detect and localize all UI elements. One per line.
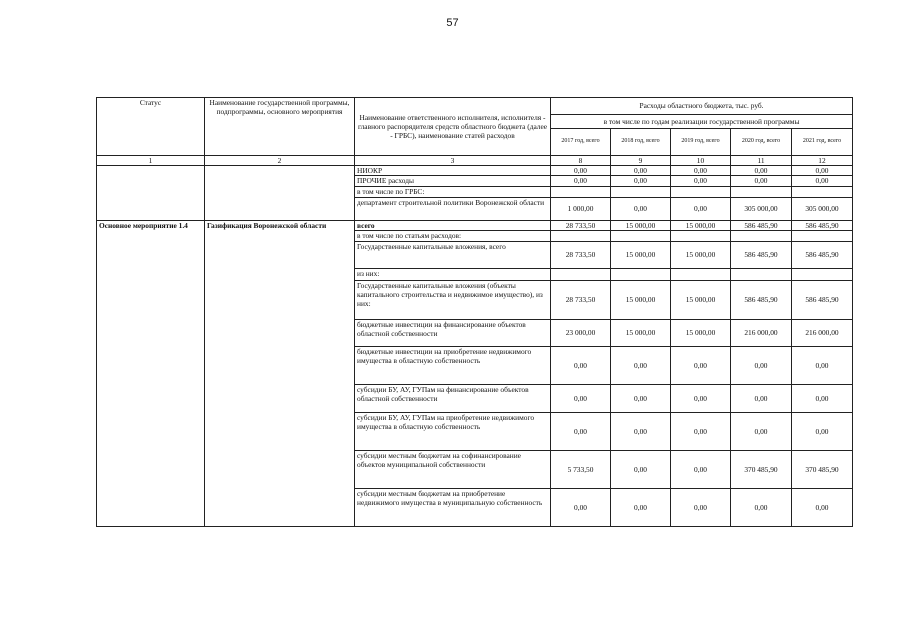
value-2017: 0,00	[551, 166, 611, 176]
value-2018: 0,00	[611, 176, 671, 186]
value-2021	[792, 230, 853, 241]
value-2020	[731, 268, 792, 280]
row-label: из них:	[355, 268, 551, 280]
header-by-years: в том числе по годам реализации государственной программы	[551, 115, 853, 129]
row-label: субсидии местным бюджетам на софинансирование объектов муниципальной собственности	[355, 450, 551, 488]
value-2017: 1 000,00	[551, 197, 611, 220]
event-status: Основное мероприятие 1.4	[97, 220, 205, 526]
value-2018: 0,00	[611, 346, 671, 384]
name-cell-empty	[205, 166, 355, 220]
row-label: субсидии БУ, АУ, ГУПам на приобретение недвижимого имущества в областную собственность	[355, 412, 551, 450]
value-2021: 0,00	[792, 176, 853, 186]
value-2019: 0,00	[671, 488, 731, 526]
value-2019: 0,00	[671, 346, 731, 384]
header-year-2020: 2020 год, всего	[731, 129, 792, 156]
value-2018: 15 000,00	[611, 319, 671, 346]
value-2020: 0,00	[731, 488, 792, 526]
row-label: субсидии местным бюджетам на приобретение недвижимого имущества в муниципальную собственность	[355, 488, 551, 526]
value-2021: 0,00	[792, 384, 853, 412]
value-2018: 15 000,00	[611, 280, 671, 319]
row-label: всего	[355, 220, 551, 230]
col-number: 3	[355, 156, 551, 166]
budget-table	[96, 97, 853, 527]
value-2021: 0,00	[792, 412, 853, 450]
value-2020	[731, 230, 792, 241]
value-2017: 0,00	[551, 488, 611, 526]
column-numbers-row	[97, 156, 853, 166]
value-2020: 0,00	[731, 176, 792, 186]
header-year-2017: 2017 год, всего	[551, 129, 611, 156]
value-2018: 0,00	[611, 197, 671, 220]
value-2019: 0,00	[671, 450, 731, 488]
value-2020	[731, 186, 792, 197]
value-2017	[551, 186, 611, 197]
value-2018	[611, 186, 671, 197]
row-label: бюджетные инвестиции на финансирование объектов областной собственности	[355, 319, 551, 346]
table-row	[97, 220, 853, 230]
value-2021: 0,00	[792, 346, 853, 384]
value-2018	[611, 268, 671, 280]
value-2017: 0,00	[551, 384, 611, 412]
value-2019	[671, 230, 731, 241]
value-2020: 586 485,90	[731, 241, 792, 268]
value-2017	[551, 268, 611, 280]
value-2020: 0,00	[731, 166, 792, 176]
value-2019: 15 000,00	[671, 220, 731, 230]
value-2018: 0,00	[611, 450, 671, 488]
col-number: 11	[731, 156, 792, 166]
value-2020: 370 485,90	[731, 450, 792, 488]
value-2018: 0,00	[611, 384, 671, 412]
value-2021	[792, 186, 853, 197]
row-label: НИОКР	[355, 166, 551, 176]
value-2018: 0,00	[611, 412, 671, 450]
value-2019: 15 000,00	[671, 241, 731, 268]
value-2021: 586 485,90	[792, 280, 853, 319]
value-2021	[792, 268, 853, 280]
event-name: Газификация Воронежской области	[205, 220, 355, 526]
col-number: 1	[97, 156, 205, 166]
value-2021: 305 000,00	[792, 197, 853, 220]
row-label: бюджетные инвестиции на приобретение недвижимого имущества в областную собственность	[355, 346, 551, 384]
col-number: 9	[611, 156, 671, 166]
value-2020: 305 000,00	[731, 197, 792, 220]
table-row	[97, 166, 853, 176]
header-year-2019: 2019 год, всего	[671, 129, 731, 156]
value-2019: 15 000,00	[671, 280, 731, 319]
row-label: департамент строительной политики Воронежской области	[355, 197, 551, 220]
status-cell-empty	[97, 166, 205, 220]
header-year-2021: 2021 год, всего	[792, 129, 853, 156]
value-2017: 0,00	[551, 346, 611, 384]
row-label: Государственные капитальные вложения, всего	[355, 241, 551, 268]
header-expenses: Расходы областного бюджета, тыс. руб.	[551, 98, 853, 115]
value-2021: 586 485,90	[792, 241, 853, 268]
row-label: в том числе по статьям расходов:	[355, 230, 551, 241]
col-number: 12	[792, 156, 853, 166]
header-program-name: Наименование государственной программы, подпрограммы, основного мероприятия	[205, 98, 355, 156]
value-2018: 0,00	[611, 166, 671, 176]
value-2017: 5 733,50	[551, 450, 611, 488]
value-2017: 28 733,50	[551, 220, 611, 230]
value-2018: 15 000,00	[611, 220, 671, 230]
value-2019: 15 000,00	[671, 319, 731, 346]
row-label: Государственные капитальные вложения (объекты капитального строительства и недвижимое имущество), из них:	[355, 280, 551, 319]
header-year-2018: 2018 год, всего	[611, 129, 671, 156]
value-2017: 0,00	[551, 176, 611, 186]
col-number: 2	[205, 156, 355, 166]
header-status: Статус	[97, 98, 205, 156]
value-2021: 0,00	[792, 166, 853, 176]
value-2020: 586 485,90	[731, 280, 792, 319]
value-2020: 0,00	[731, 384, 792, 412]
value-2019: 0,00	[671, 176, 731, 186]
value-2018	[611, 230, 671, 241]
value-2019: 0,00	[671, 412, 731, 450]
value-2019: 0,00	[671, 197, 731, 220]
value-2017: 0,00	[551, 412, 611, 450]
value-2017: 28 733,50	[551, 241, 611, 268]
value-2021: 216 000,00	[792, 319, 853, 346]
value-2020: 216 000,00	[731, 319, 792, 346]
value-2021: 0,00	[792, 488, 853, 526]
value-2019: 0,00	[671, 166, 731, 176]
value-2020: 0,00	[731, 346, 792, 384]
value-2018: 0,00	[611, 488, 671, 526]
row-label: ПРОЧИЕ расходы	[355, 176, 551, 186]
page-number: 57	[446, 17, 459, 29]
value-2019	[671, 186, 731, 197]
value-2017	[551, 230, 611, 241]
value-2019: 0,00	[671, 384, 731, 412]
value-2021: 370 485,90	[792, 450, 853, 488]
value-2017: 28 733,50	[551, 280, 611, 319]
col-number: 10	[671, 156, 731, 166]
row-label: субсидии БУ, АУ, ГУПам на финансирование объектов областной собственности	[355, 384, 551, 412]
col-number: 8	[551, 156, 611, 166]
value-2019	[671, 268, 731, 280]
value-2018: 15 000,00	[611, 241, 671, 268]
row-label: в том числе по ГРБС:	[355, 186, 551, 197]
value-2020: 586 485,90	[731, 220, 792, 230]
header-executor: Наименование ответственного исполнителя, исполнителя - главного распорядителя средств областного бюджета (далее - ГРБС), наименование статей расходов	[355, 98, 551, 156]
value-2021: 586 485,90	[792, 220, 853, 230]
value-2020: 0,00	[731, 412, 792, 450]
value-2017: 23 000,00	[551, 319, 611, 346]
